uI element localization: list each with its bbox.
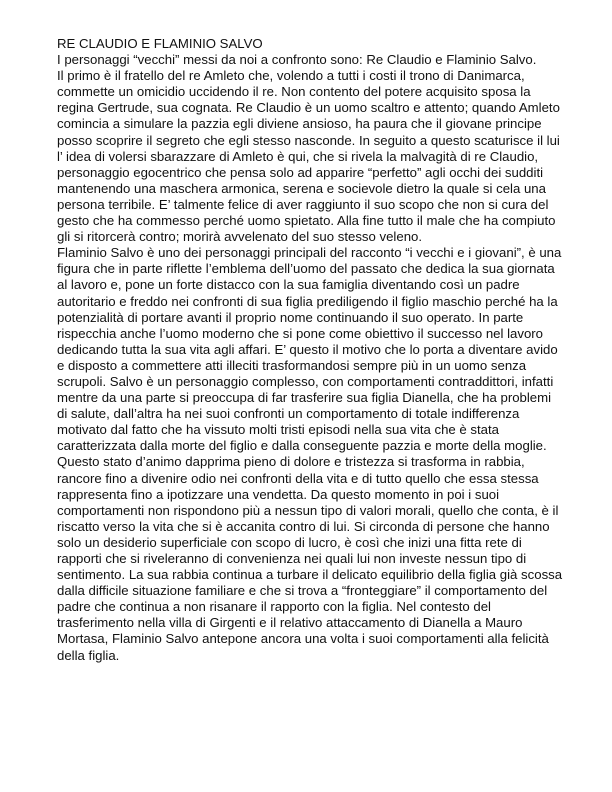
document-page: [57, 36, 563, 664]
intro-paragraph: I personaggi “vecchi” messi da noi a confronto sono: Re Claudio e Flaminio Salvo.: [57, 52, 537, 68]
document-title: RE CLAUDIO E FLAMINIO SALVO: [57, 36, 263, 51]
flaminio-paragraph: Flaminio Salvo è uno dei personaggi principali del racconto “i vecchi e i giovani”, è una figura che in parte riflette l’emblema dell’uomo del passato che dedica la sua giornata al lavoro e, pone un forte distacco con la sua famiglia diventando così un padre autoritario e freddo nei confronti di sua figlia prediligendo il figlio maschio perché ha la potenzialità di portare avanti il proprio nome continuando il suo operato. In parte rispecchia anche l’uomo moderno che si pone come obiettivo il successo nel lavoro dedicando tutta la sua vita agli affari. E’ questo il motivo che lo porta a diventare avido e disposto a commettere atti illeciti trasformandosi sempre più in un uomo senza scrupoli. Salvo è un personaggio complesso, con comportamenti contraddittori, infatti mentre da una parte si preoccupa di far trasferire sua figlia Dianella, che ha problemi di salute, dall’altra ha nei suoi confronti un comportamento di totale indifferenza motivato dal fatto che ha vissuto molti tristi episodi nella sua vita che è stata caratterizzata dalla morte del figlio e dalla conseguente pazzia e morte della moglie. Questo stato d’animo dapprima pieno di dolore e tristezza si trasforma in rabbia, rancore fino a divenire odio nei confronti della vita e di tutto quello che essa stessa rappresenta fino a ipotizzare una vendetta. Da questo momento in poi i suoi comportamenti non rispondono più a nessun tipo di valori morali, quello che conta, è il riscatto verso la vita che si è accanita contro di lui. Si circonda di persone che hanno solo un desiderio superficiale con scopo di lucro, è così che inizi una fitta rete di rapporti che si riveleranno di convenienza nei quali lui non investe nessun tipo di sentimento. La sua rabbia continua a turbare il delicato equilibrio della figlia già scossa dalla difficile situazione familiare e che si trova a “fronteggiare” il comportamento del padre che continua a non risanare il rapporto con la figlia. Nel contesto del trasferimento nella villa di Girgenti e il relativo attaccamento di Dianella a Mauro Mortasa, Flaminio Salvo antepone ancora una volta i suoi comportamenti alla felicità della figlia.: [57, 245, 563, 663]
claudio-paragraph: Il primo è il fratello del re Amleto che, volendo a tutti i costi il trono di Danimarca, commette un omicidio uccidendo il re. Non contento del potere acquisito sposa la regina Gertrude, sua cognata. Re Claudio è un uomo scaltro e attento; quando Amleto comincia a simulare la pazzia egli diviene ansioso, ha paura che il giovane principe posso scoprire il segreto che egli stesso nasconde. In seguito a questo scaturisce il lui l’ idea di volersi sbarazzare di Amleto è qui, che si rivela la malvagità di re Claudio, personaggio egocentrico che pensa solo ad apparire “perfetto” agli occhi dei sudditi mantenendo una maschera armonica, serena e socievole dietro la quale si cela una persona terribile. E’ talmente felice di aver raggiunto il suo scopo che non si cura del gesto che ha commesso perché uomo spietato. Alla fine tutto il male che ha compiuto gli si ritorcerà contro; morirà avvelenato del suo stesso veleno.: [57, 68, 560, 245]
